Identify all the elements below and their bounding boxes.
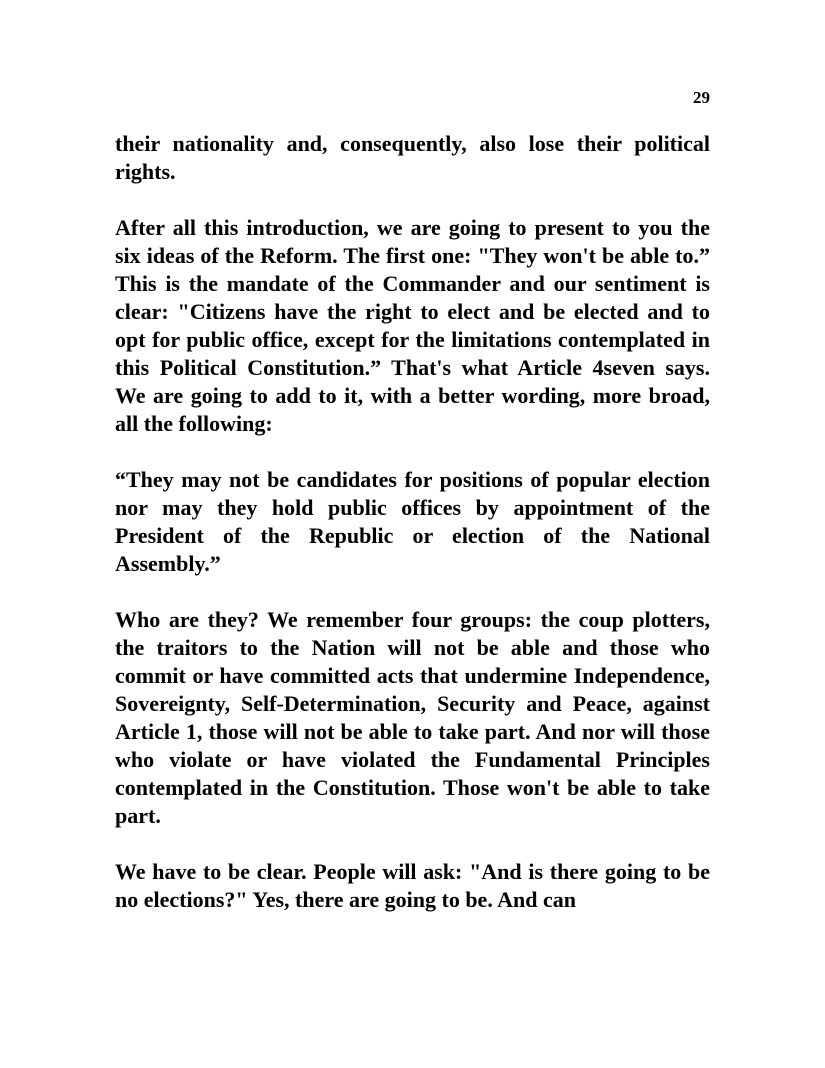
paragraph-2: After all this introduction, we are going to present to you the six ideas of the Reform. The first one: "They won't be able to.” This is the mandate of the Commander and our sentiment is clear: "Citizens have the right to elect and be elected and to opt for public office, except for the limitations contemplated in this Political Constitution.” That's what Article 4seven says. We are going to add to it, with a better wording, more broad, all the following:: [115, 215, 710, 436]
page-number: 29: [693, 88, 710, 107]
paragraph-3: “They may not be candidates for positions of popular election nor may they hold public offices by appointment of the President of the Republic or election of the National Assembly.”: [115, 467, 710, 576]
document-body: [115, 130, 710, 942]
paragraph-1: their nationality and, consequently, also lose their political rights.: [115, 131, 710, 184]
paragraph-4: Who are they? We remember four groups: the coup plotters, the traitors to the Nation will not be able and those who commit or have committed acts that undermine Independence, Sovereignty, Self-Determination, Security and Peace, against Article 1, those will not be able to take part. And nor will those who violate or have violated the Fundamental Principles contemplated in the Constitution. Those won't be able to take part.: [115, 607, 710, 828]
paragraph-5: We have to be clear. People will ask: "And is there going to be no elections?" Yes, there are going to be. And can: [115, 859, 710, 912]
